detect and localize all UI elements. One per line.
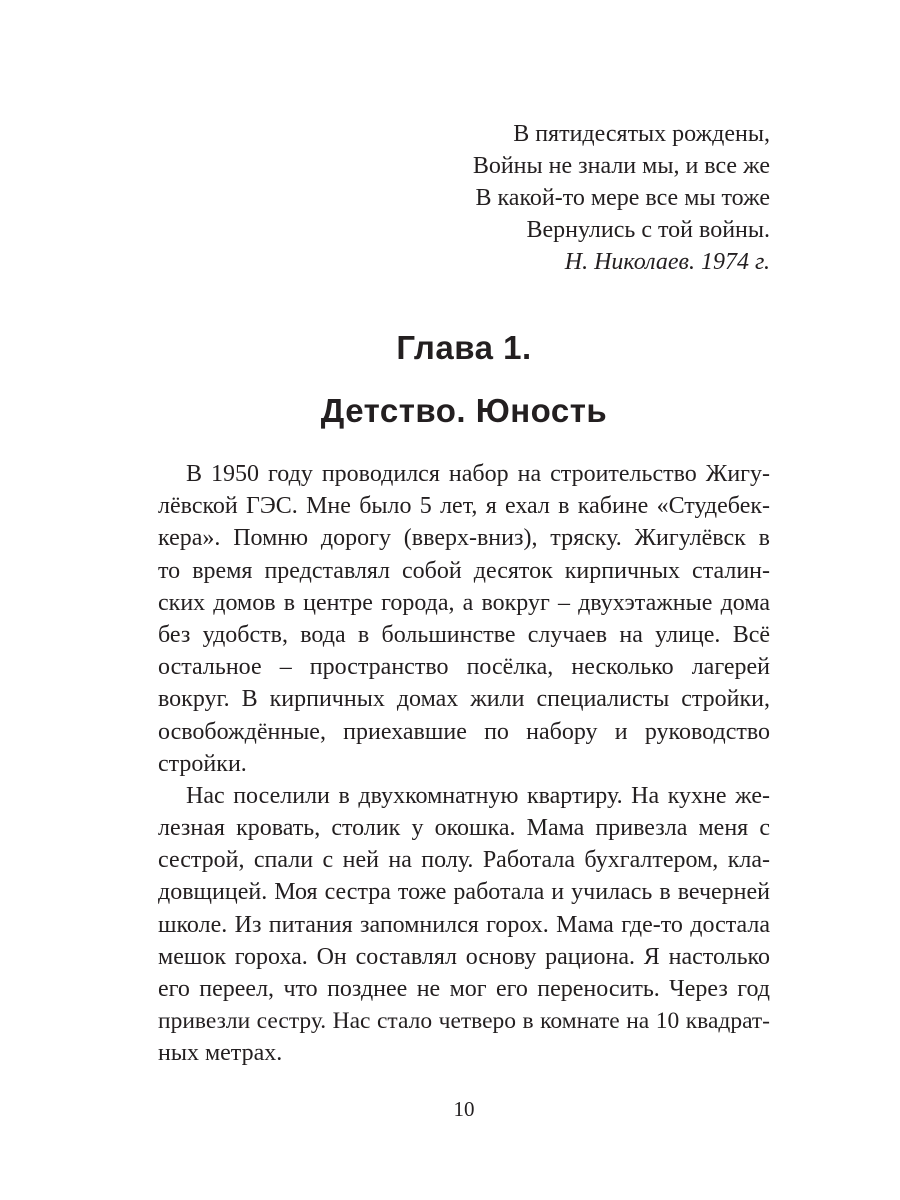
epigraph	[473, 118, 770, 278]
text-line: привезли сестру. Нас стало четверо в комнате на 10 квадрат-	[158, 1008, 770, 1035]
epigraph-attribution: Н. Николаев. 1974 г.	[564, 249, 770, 275]
epigraph-line: В какой-то мере все мы тоже	[475, 185, 770, 211]
epigraph-line: В пятидесятых рождены,	[513, 121, 770, 147]
text-line: лёвской ГЭС. Мне было 5 лет, я ехал в кабине «Студебек-	[158, 493, 770, 520]
text-line: лезная кровать, столик у окошка. Мама привезла меня с	[158, 815, 770, 842]
paragraph-1	[158, 458, 770, 780]
page-number: 10	[453, 1097, 475, 1121]
text-line: Нас поселили в двухкомнатную квартиру. На кухне же-	[186, 782, 770, 809]
text-line: сестрой, спали с ней на полу. Работала бухгалтером, кла-	[158, 847, 770, 874]
text-line: мешок гороха. Он составлял основу рациона. Я настолько	[158, 943, 770, 970]
text-line: ных метрах.	[158, 1040, 283, 1067]
chapter-title: Детство. Юность	[320, 392, 608, 429]
text-line: то время представлял собой десяток кирпичных сталин-	[158, 557, 770, 584]
chapter-number: Глава 1.	[396, 329, 532, 366]
text-line: В 1950 году проводился набор на строительство Жигу-	[186, 461, 770, 487]
epigraph-line: Вернулись с той войны.	[526, 217, 770, 243]
text-line: ских домов в центре города, а вокруг – двухэтажные дома	[158, 589, 770, 616]
text-line: довщицей. Моя сестра тоже работала и училась в вечерней	[158, 879, 770, 906]
epigraph-line: Войны не знали мы, и все же	[472, 153, 770, 179]
text-line: без удобств, вода в большинстве случаев на улице. Всё	[158, 621, 770, 648]
text-line: остальное – пространство посёлка, несколько лагерей	[158, 654, 770, 681]
text-line: вокруг. В кирпичных домах жили специалисты стройки,	[158, 686, 770, 713]
paragraph-2	[158, 780, 770, 1070]
text-line: его переел, что позднее не мог его переносить. Через год	[158, 976, 770, 1002]
text-line: освобождённые, приехавшие по набору и руководство	[158, 718, 770, 745]
text-line: кера». Помню дорогу (вверх-вниз), тряску. Жигулёвск в	[158, 525, 770, 552]
body-text	[158, 458, 770, 1070]
text-line: школе. Из питания запомнился горох. Мама где-то достала	[158, 911, 770, 938]
text-line: стройки.	[158, 750, 247, 777]
